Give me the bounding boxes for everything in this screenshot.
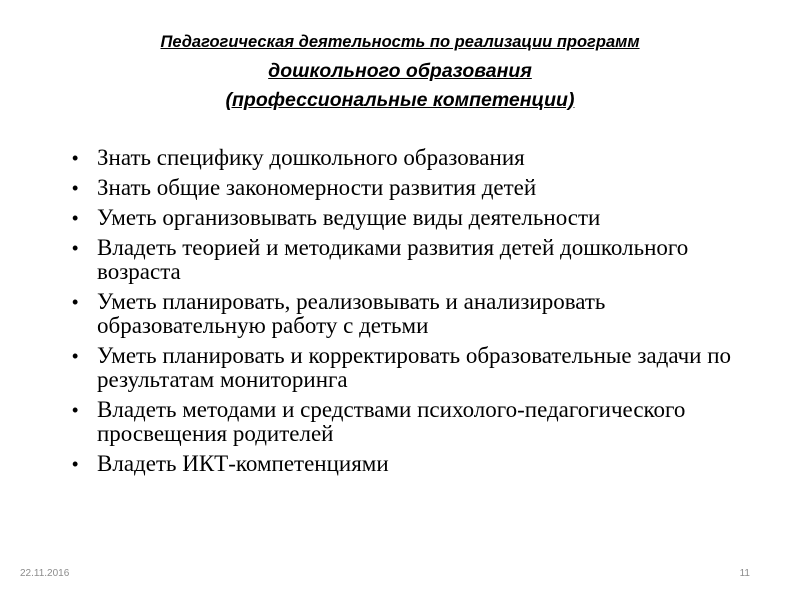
bullet-icon: •: [72, 292, 79, 312]
list-item-text: Уметь планировать и корректировать образовательные задачи по результатам мониторинга: [97, 343, 732, 392]
competencies-list: [72, 146, 752, 482]
bullet-icon: •: [72, 400, 79, 420]
bullet-icon: •: [72, 346, 79, 366]
list-item: [72, 236, 752, 284]
bullet-icon: •: [72, 238, 79, 258]
list-item-text: Уметь планировать, реализовывать и анализировать образовательную работу с детьми: [97, 289, 606, 338]
list-item-text: Знать общие закономерности развития детей: [97, 175, 537, 200]
list-item: [72, 398, 752, 446]
footer-page-number: 11: [739, 568, 750, 579]
slide-title: [60, 28, 740, 115]
list-item-text: Знать специфику дошкольного образования: [97, 145, 525, 170]
footer-date: 22.11.2016: [20, 568, 70, 579]
list-item: [72, 290, 752, 338]
list-item-text: Владеть теорией и методиками развития детей дошкольного возраста: [97, 235, 689, 284]
bullet-icon: •: [72, 208, 79, 228]
list-item: [72, 176, 752, 200]
list-item: [72, 344, 752, 392]
list-item: [72, 452, 752, 476]
slide-title-line-3: (профессиональные компетенции): [225, 89, 575, 111]
slide-title-line-1: Педагогическая деятельность по реализации программ: [160, 33, 640, 51]
bullet-icon: •: [72, 454, 79, 474]
list-item-text: Владеть ИКТ-компетенциями: [97, 451, 389, 476]
list-item-text: Уметь организовывать ведущие виды деятельности: [97, 205, 601, 230]
slide-title-line-2: дошкольного образования: [268, 60, 532, 82]
list-item: [72, 206, 752, 230]
bullet-icon: •: [72, 178, 79, 198]
bullet-icon: •: [72, 148, 79, 168]
list-item: [72, 146, 752, 170]
list-item-text: Владеть методами и средствами психолого-педагогического просвещения родителей: [97, 397, 686, 446]
